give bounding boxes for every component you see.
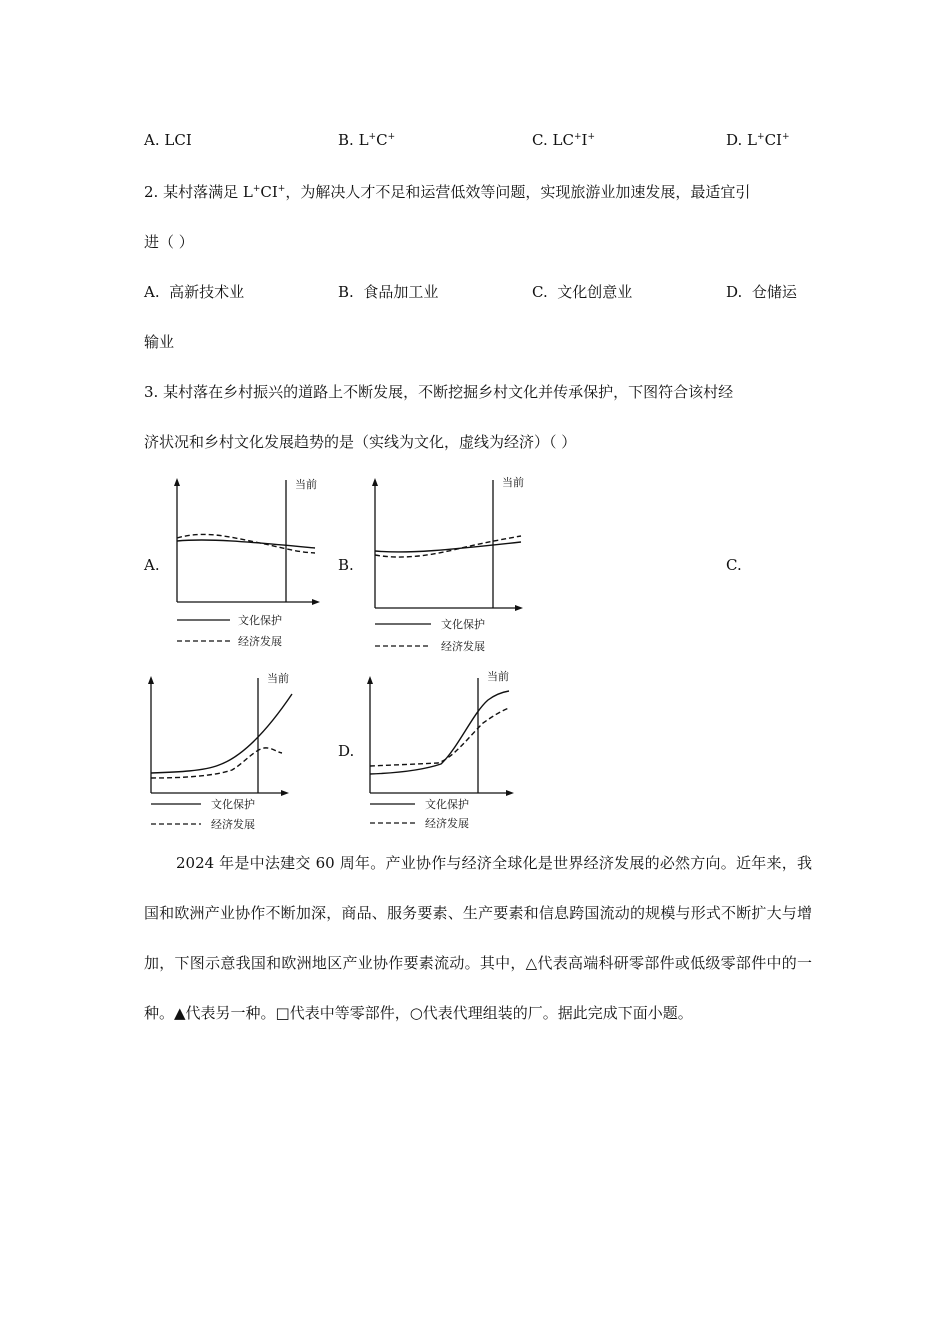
x-axis-arrow — [312, 599, 320, 605]
passage: 2024 年是中法建交 60 周年。产业协作与经济全球化是世界经济发展的必然方向。近年来，我国和欧洲产业协作不断加深，商品、服务要素、生产要素和信息跨国流动的规模与形式不断扩大与增加，下图示意我国和欧洲地区产业协作要素流动。其中，△代表高端科研零部件或低级零部件中的一种。▲代表另一种。□代表中等零部件，○代表代理组装的厂。据此完成下面小题。 — [144, 854, 812, 1022]
legend-dashed-label: 经济发展 — [238, 635, 282, 648]
q3-option-a-letter: A. — [144, 556, 160, 574]
economy-curve — [177, 534, 315, 553]
graph-c — [144, 668, 304, 838]
q2-option-d: D. 仓储运 — [726, 283, 797, 301]
q3-option-b-letter: B. — [338, 556, 354, 574]
q2-stem-line1: 2. 某村落满足 L+CI+，为解决人才不足和运营低效等问题，实现旅游业加速发展，最适宜引 — [144, 183, 751, 201]
legend-dashed-label: 经济发展 — [211, 818, 255, 831]
q2-option-b: B. 食品加工业 — [338, 283, 439, 301]
y-axis-arrow — [367, 676, 373, 684]
q3-stem-line2: 济状况和乡村文化发展趋势的是（实线为文化，虚线为经济）（ ） — [144, 433, 577, 451]
q3-stem-line1: 3. 某村落在乡村振兴的道路上不断发展，不断挖掘乡村文化并传承保护，下图符合该村经 — [144, 383, 734, 401]
q1-option-c: C. LC+I+ — [532, 131, 595, 149]
q2-option-a: A. 高新技术业 — [144, 283, 245, 301]
graph-b — [368, 472, 533, 657]
x-axis-arrow — [506, 790, 514, 796]
q1-option-a: A. LCI — [144, 131, 192, 149]
legend-solid-label: 文化保护 — [211, 798, 255, 811]
culture-curve — [370, 691, 509, 774]
culture-curve — [151, 694, 292, 773]
now-label: 当前 — [502, 476, 524, 489]
legend-solid-label: 文化保护 — [425, 798, 469, 811]
now-label: 当前 — [267, 672, 289, 685]
y-axis-arrow — [372, 478, 378, 486]
q2-option-c: C. 文化创意业 — [532, 283, 633, 301]
q1-option-d: D. L+CI+ — [726, 131, 790, 149]
legend-dashed-label: 经济发展 — [425, 817, 469, 830]
y-axis-arrow — [148, 676, 154, 684]
q2-stem-line2: 进（ ） — [144, 233, 194, 251]
graph-d — [363, 668, 528, 838]
now-label: 当前 — [295, 478, 317, 491]
culture-curve — [177, 540, 315, 548]
q1-option-b: B. L+C+ — [338, 131, 396, 149]
q3-option-c-letter: C. — [726, 556, 742, 574]
x-axis-arrow — [515, 605, 523, 611]
y-axis-arrow — [174, 478, 180, 486]
q3-option-d-letter: D. — [338, 742, 355, 760]
economy-curve — [375, 536, 521, 557]
economy-curve — [370, 708, 509, 766]
legend-solid-label: 文化保护 — [238, 614, 282, 627]
graph-a — [170, 472, 330, 652]
economy-curve — [151, 748, 282, 778]
legend-dashed-label: 经济发展 — [441, 640, 485, 653]
q2-option-d-continued: 输业 — [144, 333, 175, 351]
legend-solid-label: 文化保护 — [441, 618, 485, 631]
now-label: 当前 — [487, 670, 509, 683]
x-axis-arrow — [281, 790, 289, 796]
